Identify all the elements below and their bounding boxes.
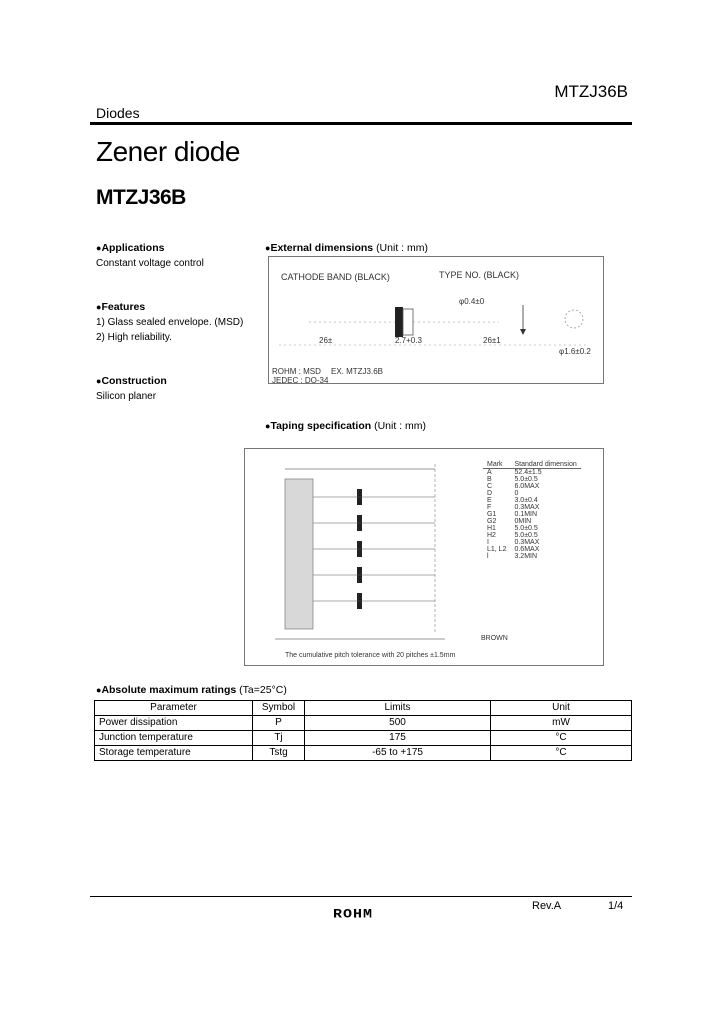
table-row: A 52.4±1.5 xyxy=(487,469,542,476)
table-row: Storage temperature Tstg -65 to +175 °C xyxy=(95,746,632,761)
body-length: 2.7+0.3 xyxy=(395,336,422,345)
applications-heading: ●Applications xyxy=(96,242,165,254)
left-lead-length: 26± xyxy=(319,336,333,345)
diode-body xyxy=(403,309,413,335)
cross-section-circle xyxy=(565,310,583,328)
tape-color-label: BROWN xyxy=(481,635,508,642)
column-header: Parameter xyxy=(95,701,253,716)
ratings-heading: ●Absolute maximum ratings (Ta=25°C) xyxy=(96,684,287,696)
table-row: L1, L2 0.6MAX xyxy=(487,546,540,553)
table-row: C 6.0MAX xyxy=(487,483,540,490)
header-rule xyxy=(90,122,632,125)
construction-heading: ●Construction xyxy=(96,375,167,387)
column-header: Limits xyxy=(305,701,491,716)
page-number: 1/4 xyxy=(608,900,624,912)
pitch-tolerance-note: The cumulative pitch tolerance with 20 pitches ±1.5mm xyxy=(285,652,456,659)
package-codes: ROHM : MSD JEDEC : DO-34 xyxy=(272,367,329,385)
taping-dimension-table xyxy=(483,461,581,560)
page-title: Zener diode xyxy=(96,136,240,167)
footer-rule xyxy=(90,896,632,897)
table-row: B 5.0±0.5 xyxy=(487,476,538,483)
cathode-band xyxy=(395,307,403,337)
ratings-table xyxy=(94,700,632,761)
cathode-band-label: CATHODE BAND (BLACK) xyxy=(281,272,390,282)
marking-example: EX. MTZJ3.6B xyxy=(331,367,384,376)
header-category: Diodes xyxy=(96,105,140,121)
table-row: G2 0MIN xyxy=(487,518,532,525)
lead-diameter-label: φ0.4±0 xyxy=(459,297,485,306)
body-diameter-label: φ1.6±0.2 xyxy=(559,347,591,356)
arrow-head xyxy=(520,329,526,335)
external-dimensions-heading: ●External dimensions (Unit : mm) xyxy=(265,242,428,254)
feature-item: 1) Glass sealed envelope. (MSD) xyxy=(96,317,244,328)
type-no-label: TYPE NO. (BLACK) xyxy=(439,270,520,280)
column-header: Unit xyxy=(491,701,632,716)
table-header: Standard dimension xyxy=(510,461,580,469)
tape-components xyxy=(313,489,435,609)
table-row: Power dissipation P 500 mW xyxy=(95,716,632,731)
header-part-number: MTZJ36B xyxy=(554,82,628,101)
table-row: I 0.3MAX xyxy=(487,539,540,546)
table-header: Mark xyxy=(483,461,510,469)
rohm-logo: ROHM xyxy=(333,907,374,922)
table-row: E 3.0±0.4 xyxy=(487,497,538,504)
column-header: Symbol xyxy=(253,701,305,716)
table-row: Junction temperature Tj 175 °C xyxy=(95,731,632,746)
external-dimensions-diagram xyxy=(268,256,604,384)
right-lead-length: 26±1 xyxy=(483,336,501,345)
construction-text: Silicon planer xyxy=(96,391,157,402)
taping-heading: ●Taping specification (Unit : mm) xyxy=(265,420,427,432)
taping-diagram xyxy=(244,448,604,666)
tape-strip xyxy=(285,479,313,629)
feature-item: 2) High reliability. xyxy=(96,332,172,343)
part-number-title: MTZJ36B xyxy=(96,186,186,209)
table-row: D 0 xyxy=(487,490,519,497)
features-heading: ●Features xyxy=(96,301,146,313)
table-row: H1 5.0±0.5 xyxy=(487,525,538,532)
table-row: G1 0.1MIN xyxy=(487,511,538,518)
table-row: H2 5.0±0.5 xyxy=(487,532,538,539)
revision-label: Rev.A xyxy=(532,900,562,912)
applications-text: Constant voltage control xyxy=(96,258,204,269)
table-row: l 3.2MIN xyxy=(487,553,538,560)
table-row: F 0.3MAX xyxy=(487,504,540,511)
